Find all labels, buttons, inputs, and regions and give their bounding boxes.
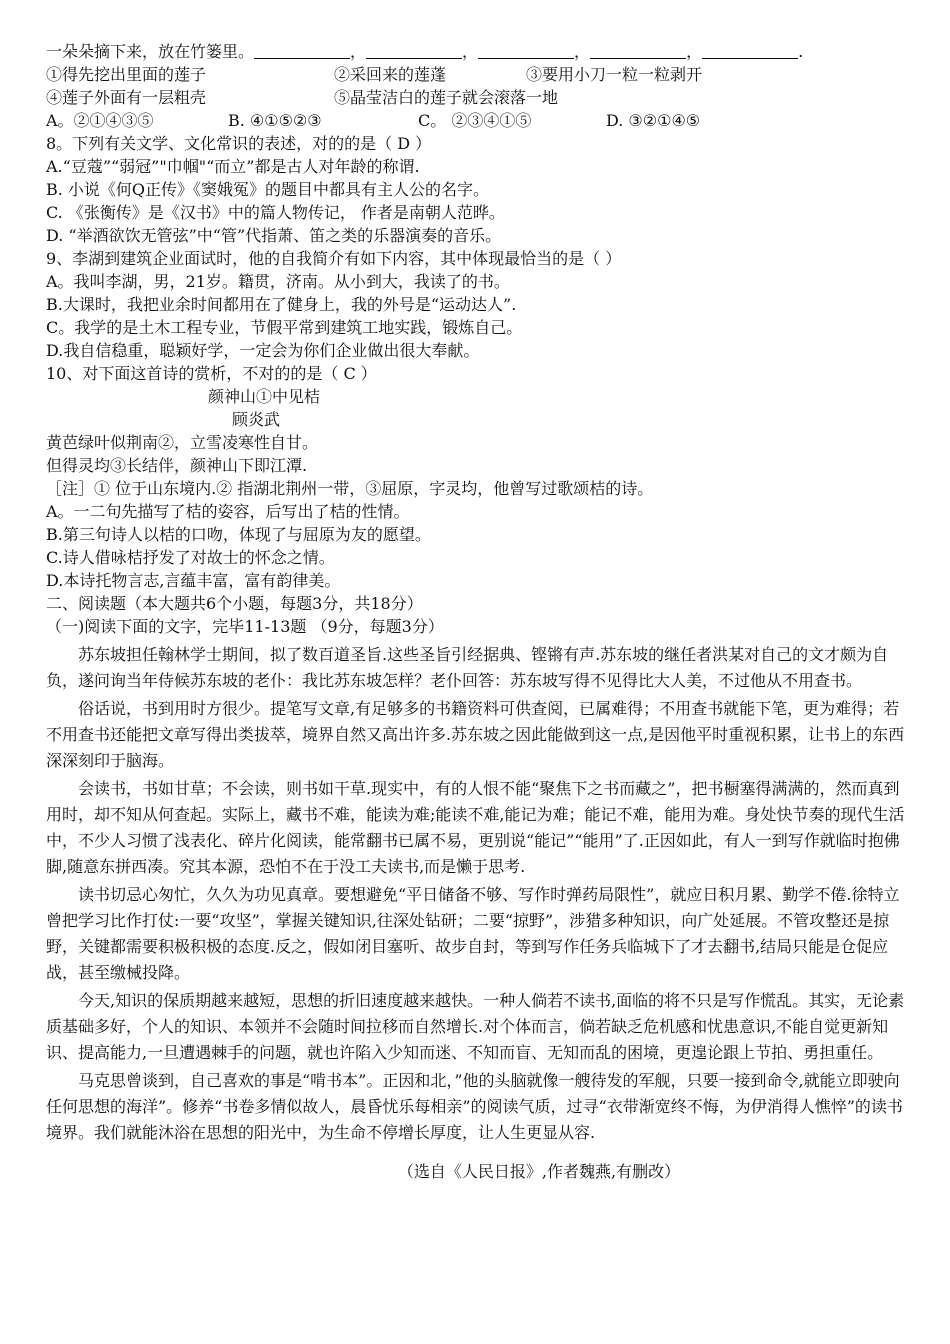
answer-blank[interactable]	[478, 42, 574, 59]
exam-page	[46, 40, 912, 1183]
q10-option-d[interactable]: D.本诗托物言志,言蕴丰富，富有韵律美。	[46, 571, 341, 590]
q7-item: ⑤晶莹洁白的莲子就会滚落一地	[334, 88, 559, 107]
q8-option-a[interactable]: A.“豆蔻”“弱冠”"巾帼"“而立”都是古人对年龄的称谓.	[46, 157, 420, 176]
blank-separator: ，	[686, 42, 703, 61]
q7-options	[46, 109, 912, 132]
q9-option-d[interactable]: D.我自信稳重，聪颖好学，一定会为你们企业做出很大奉献。	[46, 341, 480, 360]
answer-blank[interactable]	[590, 42, 686, 59]
q7-item: ④莲子外面有一层粗壳	[46, 88, 207, 107]
answer-blank[interactable]	[366, 42, 462, 59]
passage-source: （选自《人民日报》,作者魏燕,有删改）	[397, 1162, 681, 1181]
q7-stem: 一朵朵摘下来，放在竹篓里。	[46, 42, 255, 61]
section-subtitle: （一)阅读下面的文字，完毕11-13题 （9分，每题3分）	[46, 617, 444, 636]
q7-item: ②采回来的莲蓬	[334, 65, 447, 84]
q7-option-d[interactable]: D. ③②①④⑤	[606, 111, 701, 130]
poem-line-2: 但得灵均③长结伴，颜神山下即江潭.	[46, 456, 308, 475]
answer-blank[interactable]	[254, 42, 350, 59]
q10-option-a[interactable]: A。一二句先描写了桔的姿容，后写出了桔的性情。	[46, 502, 410, 521]
q7-option-a[interactable]: A。②①④③⑤	[46, 111, 154, 130]
passage-paragraph-1: 苏东坡担任翰林学士期间，拟了数百道圣旨.这些圣旨引经据典、铿锵有声.苏东坡的继任者洪某对自己的文才颇为自负，遂问询当年侍候苏东坡的老仆：我比苏东坡怎样？老仆回答：苏东坡写得不见得比大人美，不过他从不用查书。	[46, 645, 889, 690]
q7-items-row2	[46, 86, 912, 109]
q7-option-c[interactable]: C。 ②③④①⑤	[418, 111, 532, 130]
q8-option-c[interactable]: C. 《张衡传》是《汉书》中的篇人物传记， 作者是南朝人范晔。	[46, 203, 505, 222]
blank-separator: ，	[574, 42, 591, 61]
passage-paragraph-2: 俗话说，书到用时方很少。提笔写文章,有足够多的书籍资料可供查阅，已属难得；不用查书就能下笔，更为难得；若不用查书还能把文章写得出类拔萃，境界自然又高出许多.苏东坡之因此能做到这一点,是因他平时重视积累，让书上的东西深深刻印于脑海。	[46, 699, 905, 770]
q10-option-c[interactable]: C.诗人借咏桔抒发了对故士的怀念之情。	[46, 548, 335, 567]
q7-stem-line	[46, 40, 912, 63]
q9-option-c[interactable]: C。我学的是土木工程专业，节假平常到建筑工地实践，锻炼自己。	[46, 318, 523, 337]
q10-stem: 10、对下面这首诗的赏析，不对的的是（ C ）	[46, 364, 377, 383]
poem-author: 顾炎武	[232, 410, 281, 429]
q7-items-row1	[46, 63, 912, 86]
q8-stem: 8。下列有关文学、文化常识的表述，对的的是（ D ）	[46, 134, 432, 153]
q7-item: ①得先挖出里面的莲子	[46, 65, 207, 84]
q9-option-b[interactable]: B.大课时，我把业余时间都用在了健身上，我的外号是“运动达人”.	[46, 295, 517, 314]
passage-paragraph-4: 读书切忌心匆忙，久久为功见真章。要想避免“平日储备不够、写作时弹药局限性”，就应日积月累、勤学不倦.徐特立曾把学习比作打仗:一要“攻坚”，掌握关键知识,往深处钻研；二要“掠野”，涉猎多种知识，向广处延展。不管攻整还是掠野，关键都需要积极积极的态度.反之，假如闭目塞听、故步自封，等到写作任务兵临城下了才去翻书,结局只能是仓促应战，甚至缴械投降。	[46, 885, 900, 982]
q8-option-d[interactable]: D. “举酒欲饮无管弦”中“管”代指萧、笛之类的乐器演奏的音乐。	[46, 226, 502, 245]
blank-end: .	[798, 42, 804, 61]
poem-title: 颜神山①中见桔	[208, 387, 321, 406]
poem-line-1: 黄芭绿叶似荆南②，立雪凌寒性自甘。	[46, 433, 319, 452]
q9-stem: 9、李湖到建筑企业面试时，他的自我简介有如下内容，其中体现最恰当的是（ ）	[46, 249, 622, 268]
q7-item: ③要用小刀一粒一粒剥开	[526, 65, 703, 84]
blank-separator: ，	[462, 42, 479, 61]
answer-blank[interactable]	[702, 42, 798, 59]
q10-option-b[interactable]: B.第三句诗人以桔的口吻，体现了与屈原为友的愿望。	[46, 525, 431, 544]
q9-option-a[interactable]: A。我叫李湖，男，21岁。籍贯，济南。从小到大，我读了的书。	[46, 272, 510, 291]
blank-separator: ，	[350, 42, 367, 61]
section-title: 二、阅读题（本大题共6个小题，每题3分，共18分）	[46, 594, 423, 613]
q8-option-b[interactable]: B. 小说《何Q正传》《窦娥冤》的题目中都具有主人公的名字。	[46, 180, 490, 199]
passage-paragraph-6: 马克思曾谈到，自己喜欢的事是“啃书本”。正因和北，”他的头脑就像一艘待发的军舰，只要一接到命令,就能立即驶向任何思想的海洋”。修养“书卷多情似故人，晨昏忧乐每相亲”的阅读气质，过寻“衣带渐宽终不悔，为伊消得人憔悴”的读书境界。我们就能沐浴在思想的阳光中，为生命不停增长厚度，让人生更显从容.	[46, 1071, 903, 1142]
passage-paragraph-3: 会读书，书如甘草；不会读，则书如干草.现实中，有的人恨不能“聚焦下之书而藏之”，把书橱塞得满满的，然而真到用时，却不知从何查起。实际上，藏书不难，能读为难;能读不难,能记为难；能记不难，能用为难。身处快节奏的现代生活中，不少人习惯了浅表化、碎片化阅读，能常翻书已属不易，更别说“能记”“能用”了.正因如此，有人一到写作就临时抱佛脚,随意东拼西凑。究其本源，恐怕不在于没工夫读书,而是懒于思考.	[46, 779, 905, 876]
q7-option-b[interactable]: B. ④①⑤②③	[228, 111, 322, 130]
poem-note: ［注］① 位于山东境内.② 指湖北荆州一带，③屈原，字灵均，他曾写过歌颂桔的诗。	[46, 479, 654, 498]
passage-paragraph-5: 今天,知识的保质期越来越短，思想的折旧速度越来越快。一种人倘若不读书,面临的将不只是写作慌乱。其实，无论素质基础多好，个人的知识、本领并不会随时间拉移而自然增长.对个体而言，倘若缺乏危机感和忧患意识,不能自觉更新知识、提高能力,一旦遭遇棘手的问题，就也许陷入少知而迷、不知而盲、无知而乱的困境，更遑论跟上节拍、勇担重任。	[46, 991, 905, 1062]
